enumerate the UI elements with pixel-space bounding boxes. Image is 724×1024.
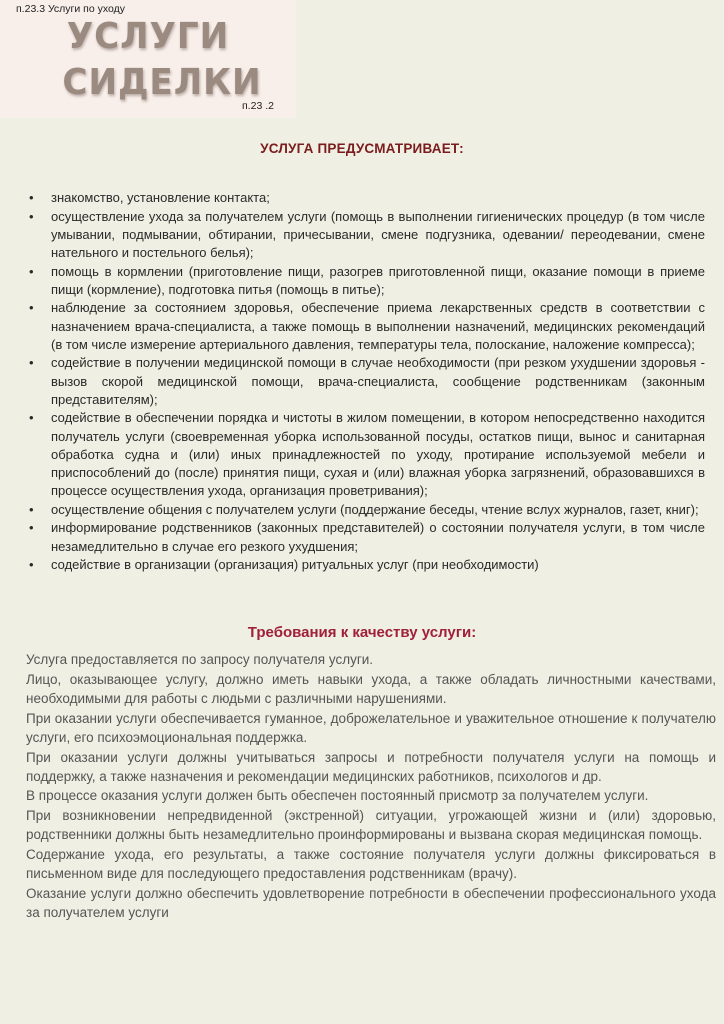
list-item-text: информирование родственников (законных представителей) о состоянии получателя услуги, в том числе незамедлительно в случае его резкого ухудшения; <box>51 520 705 554</box>
services-heading: УСЛУГА ПРЕДУСМАТРИВАЕТ: <box>260 141 464 156</box>
bullet-icon: • <box>29 263 34 279</box>
list-item <box>29 299 705 354</box>
requirement-paragraph: Лицо, оказывающее услугу, должно иметь навыки ухода, а также обладать личностными качествами, необходимыми для работы с людьми с различными нарушениями. <box>26 671 716 706</box>
header-box <box>0 0 296 118</box>
bullet-icon: • <box>29 190 34 205</box>
bullet-icon: • <box>29 300 34 316</box>
list-item-text: знакомство, установление контакта; <box>51 190 270 205</box>
bullet-icon: • <box>29 520 34 536</box>
list-item-text: наблюдение за состоянием здоровья, обеспечение приема лекарственных средств в соответствии с назначением врача-специалиста, а также помощь в выполнении назначений, медицинских рекомендаций (в том числе измерение артериального давления, температуры тела, полоскание, наложение компресса); <box>51 300 705 352</box>
bullet-icon: • <box>29 208 34 224</box>
services-list <box>29 189 705 575</box>
list-item-text: содействие в обеспечении порядка и чистоты в жилом помещении, в котором непосредственно находится получатель услуги (своевременная уборка использованной посуды, остатков пищи, вынос и санитарная обработка судна и (или) иных принадлежностей по уходу, протирание используемой мебели и приспособлений до (после) принятия пищи, сухая и (или) влажная уборка загрязнений, образовавшихся в процессе осуществления ухода, организация проветривания); <box>51 410 705 499</box>
requirement-paragraph: При возникновении непредвиденной (экстренной) ситуации, угрожающей жизни и (или) здоровью, родственники должны быть незамедлительно проинформированы и вызвана скорая медицинская помощь. <box>26 808 716 843</box>
list-item <box>29 501 705 519</box>
requirement-paragraph: В процессе оказания услуги должен быть обеспечен постоянный присмотр за получателем услуги. <box>26 788 649 804</box>
requirement-paragraph: При оказании услуги обеспечивается гуманное, доброжелательное и уважительное отношение к получателю услуги, его психоэмоциональная поддержка. <box>26 710 716 745</box>
requirement-paragraph: Содержание ухода, его результаты, а также состояние получателя услуги должны фиксироваться в письменном виде для последующего предоставления родственникам (врачу). <box>26 847 716 882</box>
section-reference: п.23.3 Услуги по уходу <box>16 3 125 15</box>
requirements-body <box>26 650 716 923</box>
list-item <box>29 409 705 500</box>
requirements-heading: Требования к качеству услуги: <box>247 624 477 641</box>
bullet-icon: • <box>29 501 34 517</box>
requirement-paragraph: При оказании услуги должны учитываться запросы и потребности получателя услуги на помощь и поддержку, а также назначения и рекомендации медицинских работников, психологов и др. <box>26 749 716 784</box>
bullet-icon: • <box>29 355 34 371</box>
list-item <box>29 208 705 263</box>
list-item <box>29 263 705 299</box>
list-item <box>29 519 705 555</box>
requirement-paragraph: Оказание услуги должно обеспечить удовлетворение потребности в обеспечении профессионального ухода за получателем услуги <box>26 885 716 921</box>
list-item <box>29 556 705 574</box>
list-item <box>29 189 705 207</box>
list-item-text: содействие в получении медицинской помощи в случае необходимости (при резком ухудшении здоровья - вызов скорой медицинской помощи, врача-специалиста, сообщение родственникам (законным представителям); <box>51 355 705 407</box>
list-item-text: содействие в организации (организация) ритуальных услуг (при необходимости) <box>51 557 539 573</box>
page-title-line-2: СИДЕЛКИ <box>62 62 262 103</box>
requirement-paragraph: Услуга предоставляется по запросу получателя услуги. <box>26 652 374 667</box>
list-item-text: осуществление общения с получателем услуги (поддержание беседы, чтение вслух журналов, газет, книг); <box>51 501 699 517</box>
page-title-line-1: УСЛУГИ <box>66 16 230 57</box>
bullet-icon: • <box>29 410 34 426</box>
list-item-text: осуществление ухода за получателем услуги (помощь в выполнении гигиенических процедур (в том числе умывании, подмывании, обтирании, причесывании, смене подгузника, одевании/ переодевании, смене нательного и постельного белья); <box>51 208 705 260</box>
list-item <box>29 354 705 409</box>
sub-section-reference: п.23 .2 <box>242 100 274 112</box>
bullet-icon: • <box>29 557 34 573</box>
list-item-text: помощь в кормлении (приготовление пищи, разогрев приготовленной пищи, оказание помощи в приеме пищи (кормление), подготовка питья (помощь в питье); <box>51 263 705 297</box>
